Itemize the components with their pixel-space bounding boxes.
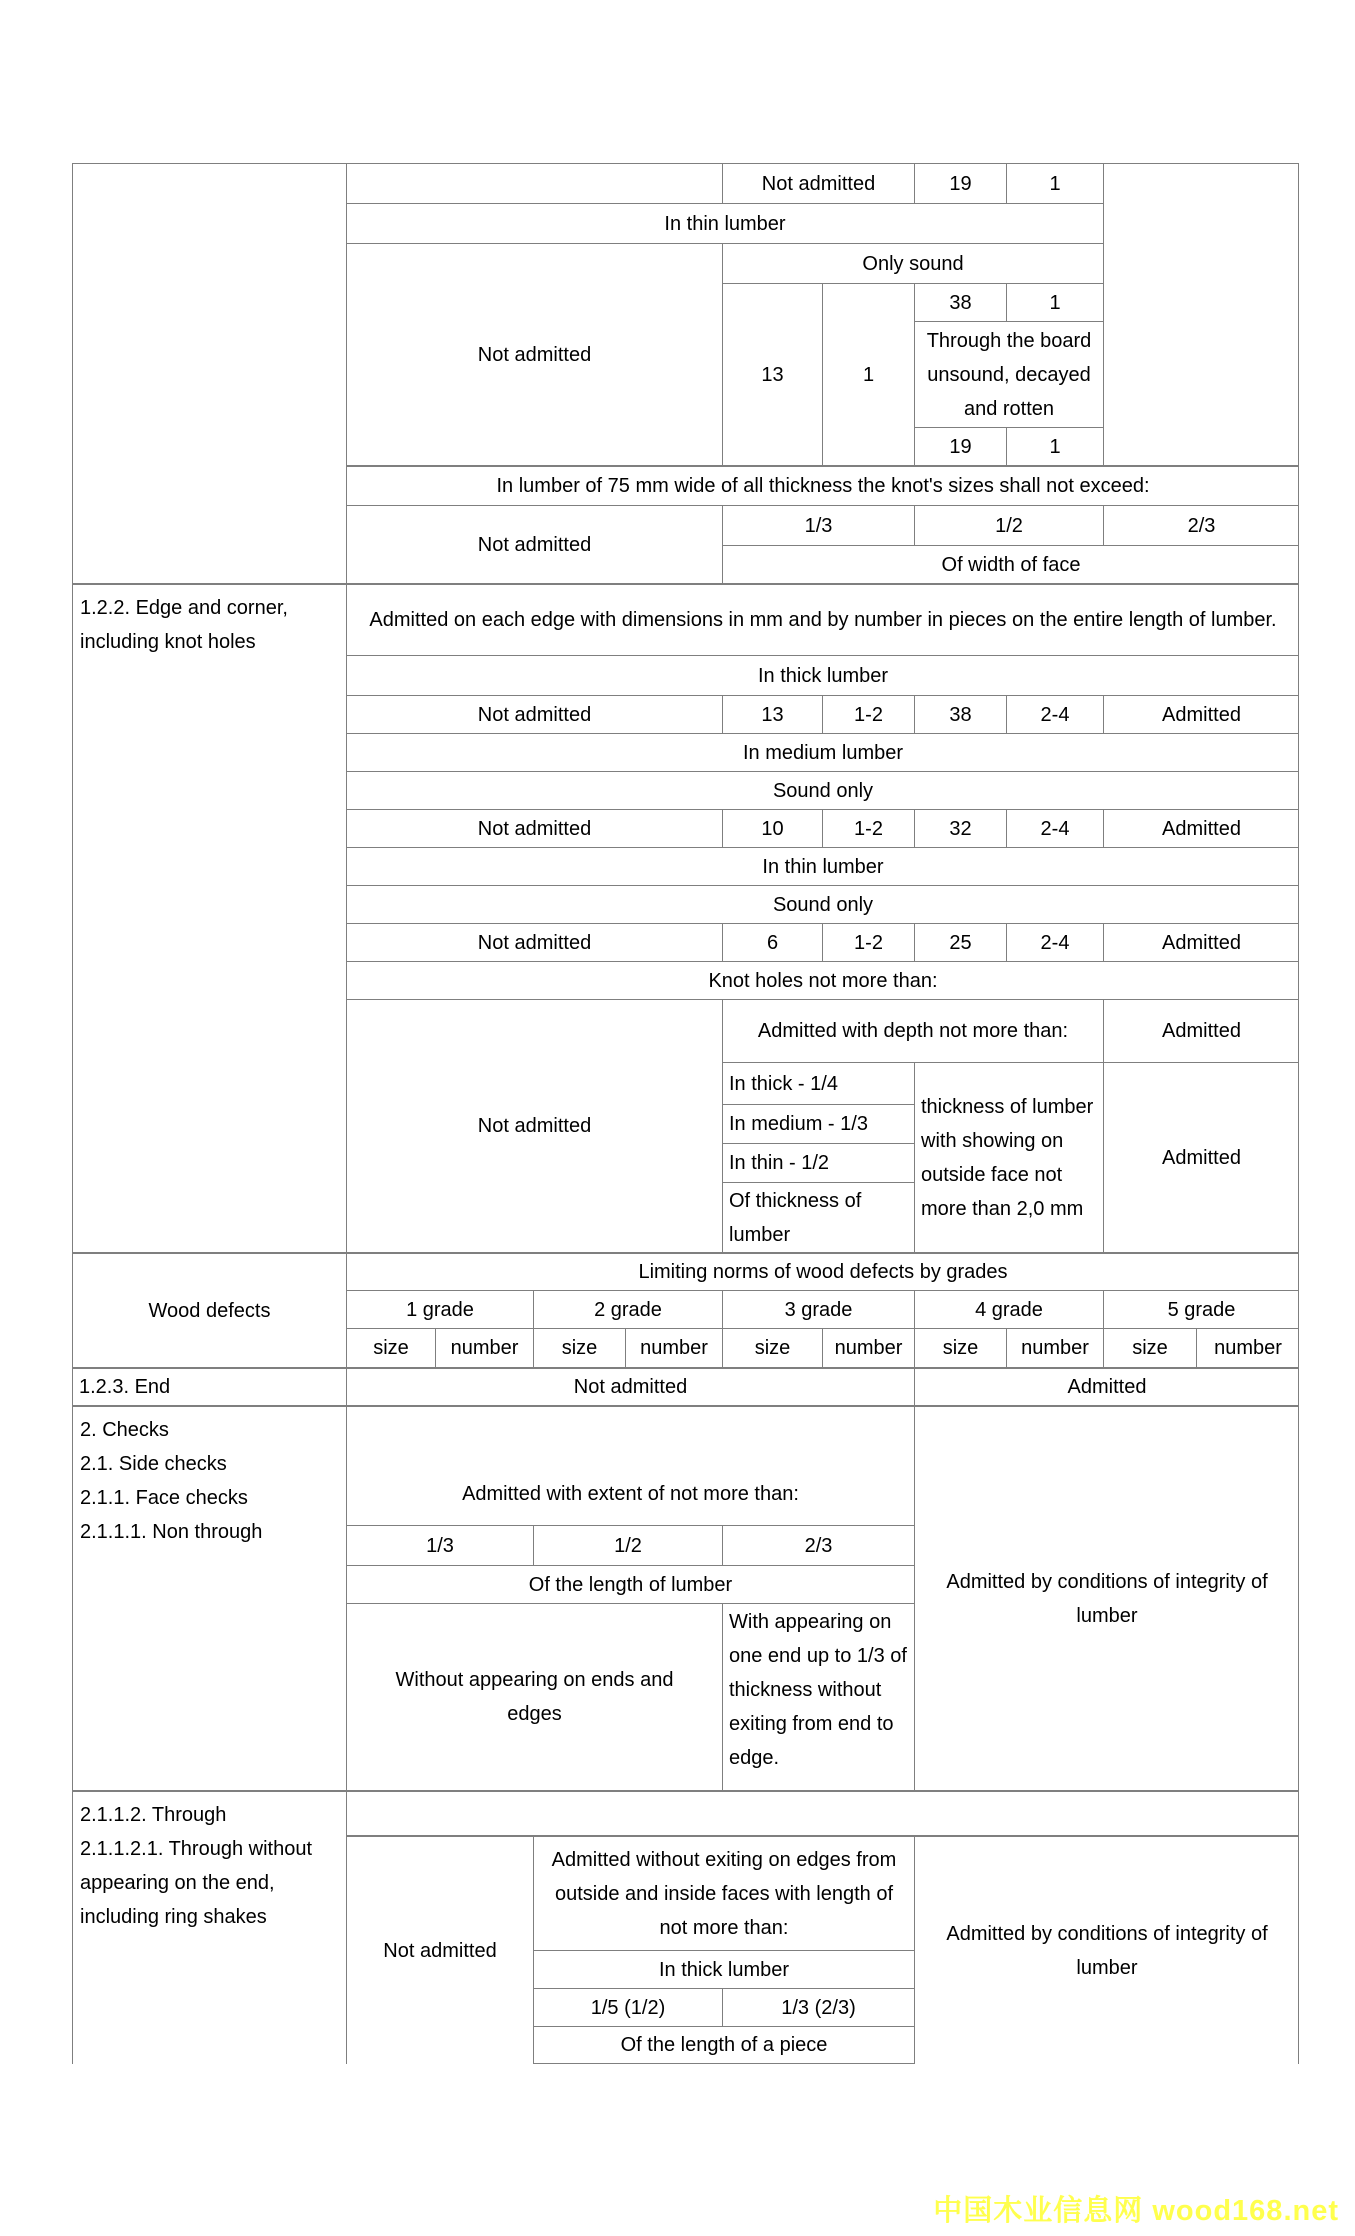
- wood-defects-header: Wood defects: [72, 1252, 346, 1367]
- edge-thick-number: 1-2: [822, 695, 914, 733]
- through-admitted-note: Admitted without exiting on edges from outside and inside faces with length of not more than:: [533, 1835, 914, 1950]
- through-admitted-integrity: Admitted by conditions of integrity of lumber: [914, 1835, 1299, 2064]
- edge-thick-not-admitted: Not admitted: [346, 695, 722, 733]
- through-of-length-piece: Of the length of a piece: [533, 2026, 914, 2064]
- grade-3-header: 3 grade: [722, 1290, 914, 1328]
- end-admitted: Admitted: [914, 1367, 1299, 1405]
- knots-size-38: 38: [914, 283, 1006, 321]
- through-label: [72, 1790, 346, 2064]
- knot-holes-depth-note: Admitted with depth not more than:: [722, 999, 1103, 1062]
- edge-thin-number: 1-2: [822, 923, 914, 961]
- knots-not-admitted-big: Not admitted: [346, 243, 722, 465]
- through-not-admitted: Not admitted: [346, 1835, 533, 2064]
- edge-medium-number: 1-2: [822, 809, 914, 847]
- checks-label: [72, 1405, 346, 1790]
- checks-without-appearing: Without appearing on ends and edges: [346, 1603, 722, 1790]
- grade-3-size-header: size: [722, 1328, 822, 1367]
- grade-4-number-header: number: [1006, 1328, 1103, 1367]
- knots-frac-one-half: 1/2: [914, 505, 1103, 545]
- checks-with-appearing: With appearing on one end up to 1/3 of thickness without exiting from end to edge.: [722, 1603, 914, 1790]
- edge-thin-size2: 25: [914, 923, 1006, 961]
- checks-of-length: Of the length of lumber: [346, 1565, 914, 1603]
- edge-corner-label: 1.2.2. Edge and corner, including knot holes: [72, 583, 346, 1252]
- knots-number-1c: 1: [1006, 427, 1103, 465]
- through-in-thick-lumber: In thick lumber: [533, 1950, 914, 1988]
- knot-holes-admitted-1: Admitted: [1103, 999, 1299, 1062]
- edge-admitted-note: Admitted on each edge with dimensions in mm and by number in pieces on the entire length of lumber.: [346, 583, 1299, 655]
- through-label-line1: 2.1.1.2. Through: [80, 1804, 227, 1826]
- checks-label-line1: 2. Checks: [80, 1419, 169, 1441]
- checks-frac-one-third: 1/3: [346, 1525, 533, 1565]
- through-heading-empty-row: [346, 1790, 1299, 1835]
- checks-frac-one-half: 1/2: [533, 1525, 722, 1565]
- edge-sound-only-1: Sound only: [346, 771, 1299, 809]
- edge-in-medium-lumber: In medium lumber: [346, 733, 1299, 771]
- knot-holes-in-thin: In thin - 1/2: [722, 1143, 914, 1182]
- checks-label-line4: 2.1.1.1. Non through: [80, 1521, 263, 1543]
- checks-frac-two-thirds: 2/3: [722, 1525, 914, 1565]
- edge-thick-number2: 2-4: [1006, 695, 1103, 733]
- edge-medium-number2: 2-4: [1006, 809, 1103, 847]
- edge-thin-size: 6: [722, 923, 822, 961]
- grade-2-size-header: size: [533, 1328, 625, 1367]
- through-value-2: 1/3 (2/3): [722, 1988, 914, 2026]
- knots-size-13: 13: [722, 283, 822, 465]
- knots-size-19b: 19: [914, 427, 1006, 465]
- edge-thick-size: 13: [722, 695, 822, 733]
- edge-in-thin-lumber: In thin lumber: [346, 847, 1299, 885]
- knots-75mm-note: In lumber of 75 mm wide of all thickness the knot's sizes shall not exceed:: [346, 465, 1299, 505]
- edge-medium-admitted: Admitted: [1103, 809, 1299, 847]
- knots-number-1: 1: [822, 283, 914, 465]
- knot-holes-of-thickness: Of thickness of lumber: [722, 1182, 914, 1252]
- knots-row1-number: 1: [1006, 163, 1103, 203]
- knots-row1-not-admitted: Not admitted: [722, 163, 914, 203]
- grade-1-number-header: number: [435, 1328, 533, 1367]
- grade-5-header: 5 grade: [1103, 1290, 1299, 1328]
- knots-through-board-note: Through the board unsound, decayed and rotten: [914, 321, 1103, 427]
- knot-holes-in-medium: In medium - 1/3: [722, 1104, 914, 1143]
- edge-in-thick-lumber: In thick lumber: [346, 655, 1299, 695]
- end-label: 1.2.3. End: [72, 1367, 346, 1405]
- knots-right-empty-cell: [1103, 163, 1299, 465]
- knots-in-thin-lumber: In thin lumber: [346, 203, 1103, 243]
- knot-holes-thickness-note: thickness of lumber with showing on outside face not more than 2,0 mm: [914, 1062, 1103, 1252]
- knot-holes-in-thick: In thick - 1/4: [722, 1062, 914, 1104]
- edge-medium-size2: 32: [914, 809, 1006, 847]
- watermark: 中国木业信息网 wood168.net: [933, 2195, 1339, 2227]
- grade-4-header: 4 grade: [914, 1290, 1103, 1328]
- edge-medium-not-admitted: Not admitted: [346, 809, 722, 847]
- knots-not-admitted-2: Not admitted: [346, 505, 722, 583]
- checks-admitted-integrity: Admitted by conditions of integrity of lumber: [914, 1405, 1299, 1790]
- knot-holes-not-admitted: Not admitted: [346, 999, 722, 1252]
- knots-of-width-of-face: Of width of face: [722, 545, 1299, 583]
- knot-holes-admitted-2: Admitted: [1103, 1062, 1299, 1252]
- end-not-admitted: Not admitted: [346, 1367, 914, 1405]
- table-right-border: [1298, 163, 1299, 2064]
- edge-thin-not-admitted: Not admitted: [346, 923, 722, 961]
- limiting-norms-header: Limiting norms of wood defects by grades: [346, 1252, 1299, 1290]
- grade-1-size-header: size: [346, 1328, 435, 1367]
- checks-label-line2: 2.1. Side checks: [80, 1453, 227, 1475]
- knots-row1-size: 19: [914, 163, 1006, 203]
- edge-thin-admitted: Admitted: [1103, 923, 1299, 961]
- edge-sound-only-2: Sound only: [346, 885, 1299, 923]
- grade-1-header: 1 grade: [346, 1290, 533, 1328]
- knots-only-sound: Only sound: [722, 243, 1103, 283]
- grade-2-header: 2 grade: [533, 1290, 722, 1328]
- edge-thick-admitted: Admitted: [1103, 695, 1299, 733]
- checks-extent-note: Admitted with extent of not more than:: [346, 1405, 914, 1525]
- through-label-line2: 2.1.1.2.1. Through without appearing on the end, including ring shakes: [80, 1838, 313, 1928]
- grade-4-size-header: size: [914, 1328, 1006, 1367]
- grade-5-size-header: size: [1103, 1328, 1196, 1367]
- through-value-1: 1/5 (1/2): [533, 1988, 722, 2026]
- edge-medium-size: 10: [722, 809, 822, 847]
- knots-frac-two-thirds: 2/3: [1103, 505, 1299, 545]
- grade-2-number-header: number: [625, 1328, 722, 1367]
- grade-3-number-header: number: [822, 1328, 914, 1367]
- edge-thick-size2: 38: [914, 695, 1006, 733]
- checks-label-line3: 2.1.1. Face checks: [80, 1487, 248, 1509]
- grade-5-number-header: number: [1196, 1328, 1299, 1367]
- knots-frac-one-third: 1/3: [722, 505, 914, 545]
- knots-row1-empty-cell: [346, 163, 722, 203]
- knots-label-cell-empty: [72, 163, 346, 583]
- edge-thin-number2: 2-4: [1006, 923, 1103, 961]
- knot-holes-header: Knot holes not more than:: [346, 961, 1299, 999]
- knots-number-1b: 1: [1006, 283, 1103, 321]
